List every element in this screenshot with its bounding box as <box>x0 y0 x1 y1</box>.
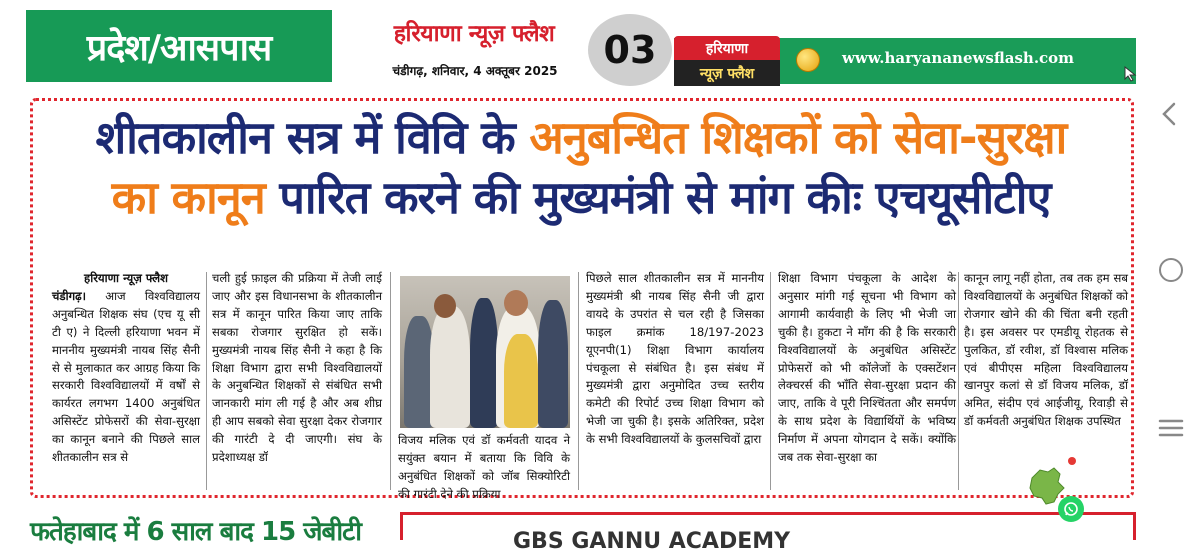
advertisement[interactable] <box>400 512 1136 554</box>
headline-line-2 <box>36 168 1126 228</box>
dateline: चंडीगढ़, शनिवार, 4 अक्तूबर 2025 <box>392 64 558 78</box>
cursor-icon <box>1124 66 1138 82</box>
column-text: विजय मलिक एवं डॉ कर्मवती यादव ने सयुंक्त बयान में बताया कि विवि के अनुबंधित शिक्षकों को जॉब सिक्योरिटी की गारंटी देने की प्रक्रिया <box>398 433 570 501</box>
headline-part-orange: का कानून <box>111 171 280 224</box>
column-divider <box>390 272 391 490</box>
article-column-2 <box>212 270 382 490</box>
headline-part-blue: पारित करने की मुख्यमंत्री से मांग कीः एचयूसीटीए <box>279 171 1051 224</box>
column-divider <box>578 272 579 490</box>
column-divider <box>958 272 959 490</box>
article-column-5 <box>778 270 956 490</box>
next-article-headline: फतेहाबाद में 6 साल बाद 15 जेबीटी <box>30 517 361 547</box>
article-place: चंडीगढ़। <box>52 288 87 303</box>
logo-top-text: हरियाणा <box>674 36 780 60</box>
headline <box>36 108 1126 228</box>
article-column-3 <box>398 432 570 501</box>
news-photo <box>400 276 570 428</box>
headline-part-orange: अनुबन्धित शिक्षकों को सेवा-सुरक्षा <box>529 111 1067 164</box>
column-text: आज विश्वविद्यालय अनुबन्धित शिक्षक संघ (एच यू सी टी ए) ने दिल्ली हरियाणा भवन में माननीय मुख्यमंत्री नायब सिंह सैनी से से मुलाकात कर आग्रह किया कि सरकारी विश्वविद्यालयों में वर्षों से कार्यरत लगभग 1400 अनुबंधित असिस्टेंट प्रोफेसरों की सेवा-सुरक्षा का कानून बनाने की पिछले साल शीतकालीन सत्र से <box>52 288 200 465</box>
menu-lines-icon[interactable] <box>1158 418 1184 438</box>
globe-icon <box>796 48 820 72</box>
ad-text: GBS GANNU ACADEMY <box>513 529 791 554</box>
article-column-4 <box>586 270 764 490</box>
byline: हरियाणा न्यूज़ फ्लैश <box>84 271 168 285</box>
column-divider <box>206 272 207 490</box>
logo-bottom-text: न्यूज़ फ्लैश <box>674 60 780 86</box>
whatsapp-icon[interactable] <box>1058 496 1084 522</box>
column-text: चली हुई फ़ाइल की प्रक्रिया में तेजी लाई जाए और इस विधानसभा के शीतकालीन सत्र में कानून पारित किया जाए ताकि सबका रोजगार सुरक्षित हो सकें। मुख्यमंत्री नायब सिंह सैनी ने कहा है कि शिक्षा विभाग द्वारा सभी विश्वविद्यालयों के अनुबन्धित शिक्षकों से संबंधित सभी जानकारी मांग ली गई है और अब शीघ्र ही आप सबको सेवा सुरक्षा देकर रोजगार की गारंटी दे दी जाएगी। संघ के प्रदेशाध्यक्ष डॉ <box>212 271 382 465</box>
headline-line-1 <box>36 108 1126 168</box>
back-chevron-icon[interactable] <box>1158 100 1182 128</box>
masthead <box>26 10 1136 86</box>
home-circle-icon[interactable] <box>1159 258 1183 282</box>
website-link[interactable]: www.haryananewsflash.com <box>842 49 1075 67</box>
section-label: प्रदेश/आसपास <box>26 10 332 82</box>
whatsapp-glyph-icon <box>1063 501 1079 517</box>
column-text: शिक्षा विभाग पंचकूला के आदेश के अनुसार मांगी गई सूचना भी विभाग को आगामी कार्यवाही के लिए भी भेजी जा चुकी है। हुकटा ने माँग की है कि सरकारी विश्वविद्यालयों के अनुबंधित असिस्टेंट प्रोफेसरों को भी कॉलेजों के एक्सटेंशन लेक्चरर्स की भाँति सेवा-सुरक्षा प्रदान की जाए, ताकि वे पूरी निश्चिंतता और समर्पण के साथ प्रदेश के विद्यार्थियों के भविष्य निर्माण में अपना योगदान दे सकें। क्योंकि जब तक सेवा-सुरक्षा का <box>778 271 956 465</box>
newspaper-logo <box>674 36 780 86</box>
column-text: पिछले साल शीतकालीन सत्र में माननीय मुख्यमंत्री श्री नायब सिंह सैनी जी द्वारा वायदे के उपरांत से चल रही है जिसका फाइल क्रमांक 18/197-2023 यूएनपी(1) शिक्षा विभाग कार्यालय पंचकूला से संबंधित है। इस संबंध में मुख्यमंत्री द्वारा अनुमोदित उच्च स्तरीय कमेटी की रिपोर्ट उच्च शिक्षा विभाग को भेजी जा चुकी है। इसके अतिरिक्त, प्रदेश के सभी विश्वविद्यालयों के कुलसचिवों द्वारा <box>586 271 764 447</box>
article-column-1 <box>52 270 200 490</box>
paper-name: हरियाणा न्यूज़ फ्लैश <box>393 21 555 47</box>
article-column-6 <box>964 270 1128 490</box>
column-text: कानून लागू नहीं होता, तब तक हम सब विश्वविद्यालयों के अनुबंधित शिक्षकों को रोजगार खोने की की चिंता बनी रहती है। इस अवसर पर एमडीयू रोहतक से पुलकित, डॉ रवीश, डॉ विश्वास मलिक एवं बीपीएस महिला विश्वविद्यालय खानपुर कलां से डॉ विजय मलिक, डॉ अमित, संदीप एवं आईजीयू, रिवाड़ी से डॉ कर्मवती अनुबंधित शिक्षक उपस्थित <box>964 271 1128 429</box>
page-number: 03 <box>588 14 672 86</box>
notification-dot <box>1068 457 1076 465</box>
headline-part-blue: शीतकालीन सत्र में विवि के <box>95 111 530 164</box>
column-divider <box>770 272 771 490</box>
